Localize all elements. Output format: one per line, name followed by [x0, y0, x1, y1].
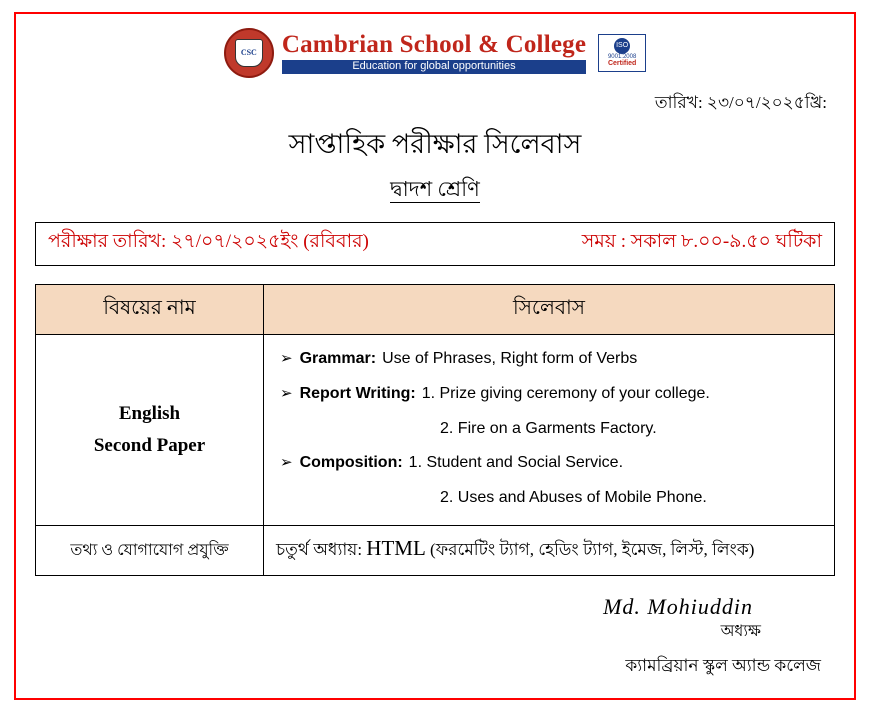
syllabus-item-text: 1. Prize giving ceremony of your college.	[421, 384, 710, 402]
syllabus-item	[280, 382, 824, 407]
subject-line-1: English	[118, 402, 181, 424]
syllabus-item-label: Report Writing:	[299, 384, 416, 402]
syllabus-english	[264, 335, 835, 526]
subject-name-ict: তথ্য ও যোগাযোগ প্রযুক্তি	[36, 525, 264, 575]
syllabus-item	[280, 451, 824, 476]
school-logo-text	[282, 32, 586, 75]
iso-certified-label: Certified	[607, 60, 637, 68]
school-crest-icon	[224, 28, 274, 78]
syllabus-ict	[264, 525, 835, 575]
exam-date: পরীক্ষার তারিখ: ২৭/০৭/২০২৫ইং (রবিবার)	[48, 231, 369, 252]
arrow-bullet-icon: ➢	[280, 384, 293, 402]
iso-certification-badge	[598, 34, 646, 72]
table-row	[36, 335, 835, 526]
page-subtitle-text: দ্বাদশ শ্রেণি	[390, 177, 480, 201]
syllabus-subitem: 2. Fire on a Garments Factory.	[440, 419, 657, 437]
iso-standard-number: 9001:2008	[607, 53, 637, 60]
subject-name-english	[36, 335, 264, 526]
school-logo	[35, 26, 835, 80]
syllabus-item-label: Grammar:	[299, 350, 377, 367]
syllabus-table	[35, 284, 835, 576]
syllabus-item-text: Use of Phrases, Right form of Verbs	[382, 350, 638, 367]
school-name: Cambrian School & College	[281, 30, 587, 58]
ict-topic-code: HTML	[366, 535, 426, 560]
signature-role: অধ্যক্ষ	[720, 622, 761, 640]
signature-block	[35, 594, 835, 681]
iso-icon: ISO	[614, 38, 630, 54]
page-subtitle	[35, 173, 835, 208]
signature-organization: ক্যামব্রিয়ান স্কুল অ্যান্ড কলেজ	[625, 655, 821, 675]
subject-line-2: Second Paper	[93, 434, 206, 456]
document-content	[35, 14, 835, 681]
crest-inner: CSC	[235, 39, 263, 67]
signature-handwriting: Md. Mohiuddin	[603, 593, 753, 619]
school-tagline: Education for global opportunities	[282, 60, 586, 75]
ict-topic-detail: (ফরমেটিং ট্যাগ, হেডিং ট্যাগ, ইমেজ, লিস্ট, লিংক)	[430, 539, 755, 559]
syllabus-subitem: 2. Uses and Abuses of Mobile Phone.	[440, 489, 707, 507]
syllabus-item-text: 1. Student and Social Service.	[408, 454, 624, 472]
issue-date: তারিখ: ২৩/০৭/২০২৫খ্রি:	[654, 93, 827, 112]
exam-info-bar	[35, 222, 835, 266]
column-header-syllabus: সিলেবাস	[264, 285, 835, 335]
exam-time: সময় : সকাল ৮.০০-৯.৫০ ঘটিকা	[581, 231, 822, 252]
arrow-bullet-icon: ➢	[280, 350, 293, 367]
column-header-subject: বিষয়ের নাম	[36, 285, 264, 335]
arrow-bullet-icon: ➢	[280, 454, 293, 472]
page-title: সাপ্তাহিক পরীক্ষার সিলেবাস	[288, 129, 582, 159]
syllabus-item-label: Composition:	[299, 454, 403, 472]
ict-chapter: চতুর্থ অধ্যায়:	[276, 539, 363, 559]
syllabus-item	[280, 347, 824, 372]
table-row	[36, 525, 835, 575]
table-header-row	[36, 285, 835, 335]
